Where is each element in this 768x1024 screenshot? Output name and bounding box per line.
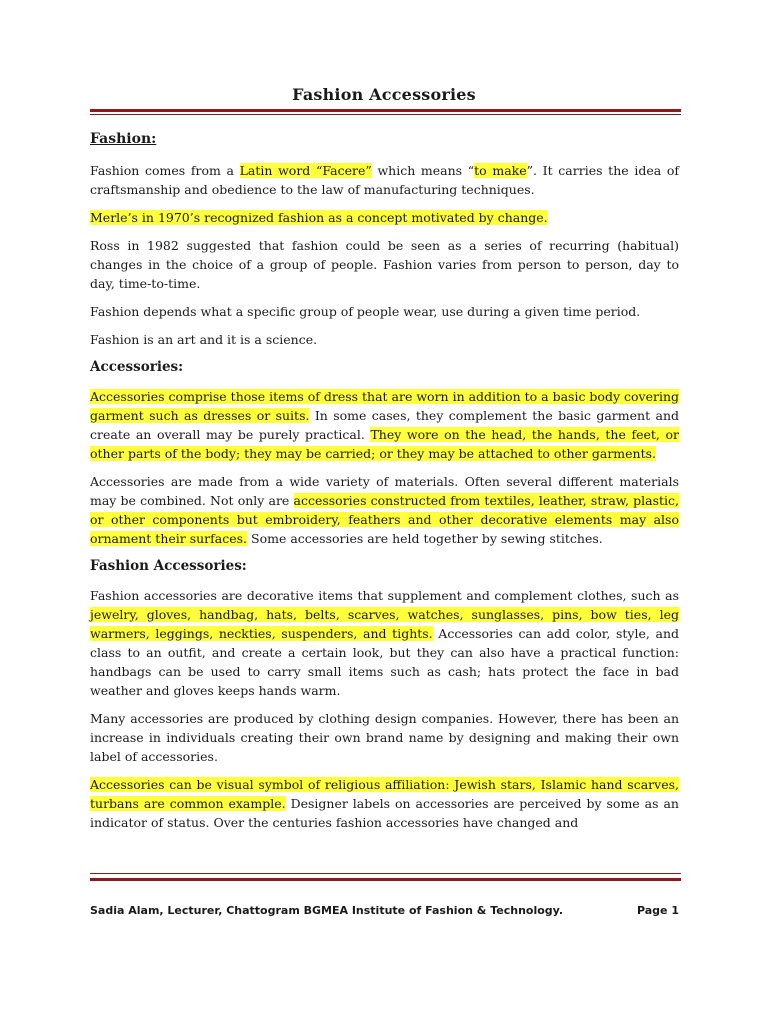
paragraph: Ross in 1982 suggested that fashion could be seen as a series of recurring (habitual) changes in the choice of a group of people. Fashion varies from person to person, day to day, time-to-time. bbox=[90, 238, 679, 291]
highlighted-text: to make bbox=[474, 163, 527, 178]
text-run: Some accessories are held together by sewing stitches. bbox=[247, 531, 603, 546]
page-footer bbox=[90, 904, 679, 917]
highlighted-text: Accessories can be visual symbol of religious affiliation: Jewish stars, Islamic hand scarves, turbans are common example. bbox=[90, 777, 679, 811]
header-rule bbox=[90, 109, 681, 112]
highlighted-text: accessories constructed from textiles, leather, straw, plastic, or other components but embroidery, feathers and other decorative elements may also ornament their surfaces. bbox=[90, 493, 679, 546]
paragraph: Fashion is an art and it is a science. bbox=[90, 332, 318, 347]
paragraph bbox=[90, 472, 679, 548]
document-body bbox=[90, 130, 679, 841]
page-number: Page 1 bbox=[636, 904, 679, 917]
footer-rule bbox=[90, 878, 681, 881]
paragraph: Many accessories are produced by clothing design companies. However, there has been an increase in individuals creating their own brand name by designing and making their own label of accessories. bbox=[90, 711, 679, 764]
highlighted-text: Accessories comprise those items of dress that are worn in addition to a basic body covering garment such as dresses or suits. bbox=[90, 389, 679, 423]
text-run: Fashion accessories are decorative items that supplement and complement clothes, such as bbox=[90, 588, 679, 603]
paragraph bbox=[90, 208, 679, 227]
highlighted-text: Merle’s in 1970’s recognized fashion as a concept motivated by change. bbox=[90, 210, 548, 225]
text-run: Accessories are made from a wide variety of materials. Often several different materials may be combined. Not only are bbox=[90, 474, 679, 508]
text-run: Fashion comes from a bbox=[90, 163, 240, 178]
text-run: In some cases, they complement the basic garment and create an overall may be purely practical. bbox=[90, 408, 679, 442]
highlighted-text: Latin word “Facere” bbox=[239, 163, 372, 178]
text-run: Designer labels on accessories are perceived by some as an indicator of status. Over the centuries fashion accessories have changed and bbox=[90, 796, 679, 830]
paragraph bbox=[90, 586, 679, 700]
heading-fashion: Fashion: bbox=[90, 131, 157, 147]
highlighted-text: They wore on the head, the hands, the feet, or other parts of the body; they may be carried; or they may be attached to other garments. bbox=[90, 427, 679, 461]
heading-accessories: Accessories: bbox=[90, 359, 184, 375]
highlighted-text: jewelry, gloves, handbag, hats, belts, scarves, watches, sunglasses, pins, bow ties, leg warmers, leggings, neckties, suspenders, and tights. bbox=[90, 607, 679, 641]
paragraph bbox=[90, 387, 679, 463]
text-run: Accessories can add color, style, and class to an outfit, and create a certain look, but they can also have a practical function: handbags can be used to carry small items such as cash; hats protect the face in bad weather and gloves keeps hands warm. bbox=[90, 626, 679, 698]
paragraph: Fashion depends what a specific group of people wear, use during a given time period. bbox=[90, 304, 641, 319]
document-title: Fashion Accessories bbox=[292, 85, 476, 104]
heading-fashion-accessories: Fashion Accessories: bbox=[90, 558, 247, 574]
paragraph bbox=[90, 161, 679, 199]
text-run: which means “ bbox=[371, 163, 475, 178]
footer-author: Sadia Alam, Lecturer, Chattogram BGMEA Institute of Fashion & Technology. bbox=[90, 904, 564, 917]
text-run: ”. It carries the idea of craftsmanship and obedience to the law of manufacturing techniques. bbox=[90, 163, 679, 197]
paragraph bbox=[90, 775, 679, 832]
